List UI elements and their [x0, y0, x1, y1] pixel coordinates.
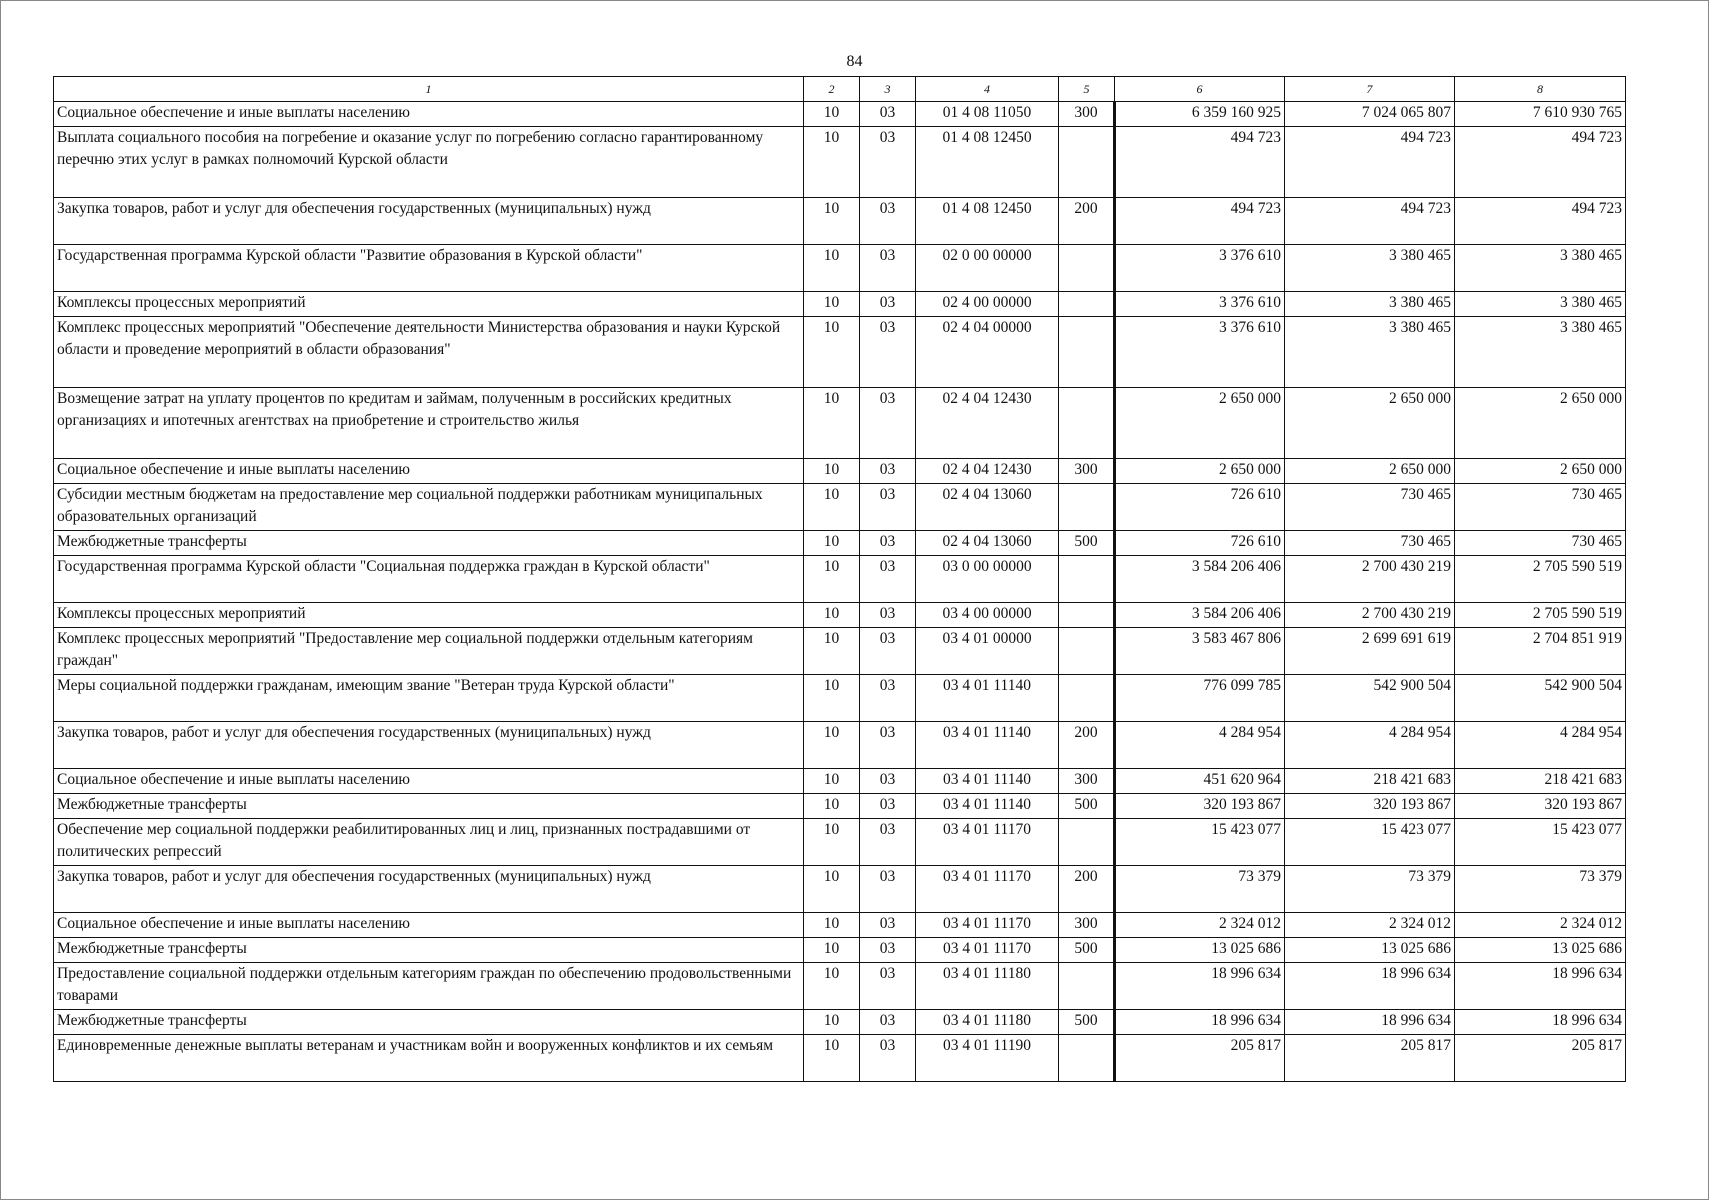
subsection-code-cell: 03	[860, 127, 916, 198]
amount-col7-cell: 13 025 686	[1285, 938, 1455, 963]
amount-col8-cell: 13 025 686	[1455, 938, 1626, 963]
target-item-code-cell: 03 4 01 11170	[916, 938, 1059, 963]
amount-col6-cell: 320 193 867	[1115, 794, 1285, 819]
amount-col7-cell: 2 699 691 619	[1285, 628, 1455, 675]
table-row	[54, 675, 1626, 722]
subsection-code-cell: 03	[860, 388, 916, 459]
expense-type-code-cell: 200	[1059, 866, 1115, 913]
amount-col6-cell: 3 584 206 406	[1115, 556, 1285, 603]
column-header: 3	[860, 77, 916, 102]
table-row	[54, 556, 1626, 603]
section-code-cell: 10	[804, 459, 860, 484]
target-item-code-cell: 02 4 04 00000	[916, 317, 1059, 388]
amount-col8-cell: 15 423 077	[1455, 819, 1626, 866]
expense-type-code-cell: 500	[1059, 938, 1115, 963]
subsection-code-cell: 03	[860, 963, 916, 1010]
amount-col8-cell: 218 421 683	[1455, 769, 1626, 794]
column-header: 2	[804, 77, 860, 102]
amount-col6-cell: 726 610	[1115, 484, 1285, 531]
amount-col6-cell: 776 099 785	[1115, 675, 1285, 722]
section-code-cell: 10	[804, 245, 860, 292]
target-item-code-cell: 03 4 01 11180	[916, 963, 1059, 1010]
item-name-cell: Возмещение затрат на уплату процентов по кредитам и займам, полученным в российских кредитных организациях и ипотечных агентствах на приобретение и строительство жилья	[54, 388, 804, 459]
amount-col6-cell: 2 650 000	[1115, 459, 1285, 484]
target-item-code-cell: 03 4 01 11140	[916, 675, 1059, 722]
subsection-code-cell: 03	[860, 722, 916, 769]
amount-col6-cell: 4 284 954	[1115, 722, 1285, 769]
target-item-code-cell: 01 4 08 12450	[916, 198, 1059, 245]
amount-col7-cell: 494 723	[1285, 127, 1455, 198]
subsection-code-cell: 03	[860, 794, 916, 819]
item-name-cell: Обеспечение мер социальной поддержки реабилитированных лиц и лиц, признанных пострадавшими от политических репрессий	[54, 819, 804, 866]
amount-col8-cell: 494 723	[1455, 127, 1626, 198]
amount-col7-cell: 15 423 077	[1285, 819, 1455, 866]
column-header: 5	[1059, 77, 1115, 102]
table-row	[54, 102, 1626, 127]
table-row	[54, 819, 1626, 866]
expense-type-code-cell: 300	[1059, 102, 1115, 127]
amount-col8-cell: 2 650 000	[1455, 388, 1626, 459]
amount-col7-cell: 205 817	[1285, 1035, 1455, 1082]
amount-col7-cell: 494 723	[1285, 198, 1455, 245]
page-number: 84	[846, 53, 863, 70]
target-item-code-cell: 03 4 01 00000	[916, 628, 1059, 675]
amount-col6-cell: 13 025 686	[1115, 938, 1285, 963]
section-code-cell: 10	[804, 531, 860, 556]
target-item-code-cell: 02 4 04 12430	[916, 459, 1059, 484]
amount-col7-cell: 3 380 465	[1285, 317, 1455, 388]
target-item-code-cell: 03 4 01 11170	[916, 819, 1059, 866]
subsection-code-cell: 03	[860, 556, 916, 603]
amount-col6-cell: 3 376 610	[1115, 317, 1285, 388]
expense-type-code-cell	[1059, 963, 1115, 1010]
amount-col7-cell: 2 324 012	[1285, 913, 1455, 938]
expense-type-code-cell	[1059, 317, 1115, 388]
item-name-cell: Социальное обеспечение и иные выплаты населению	[54, 913, 804, 938]
amount-col8-cell: 205 817	[1455, 1035, 1626, 1082]
target-item-code-cell: 03 4 01 11190	[916, 1035, 1059, 1082]
expense-type-code-cell: 500	[1059, 531, 1115, 556]
section-code-cell: 10	[804, 317, 860, 388]
expense-type-code-cell: 200	[1059, 198, 1115, 245]
item-name-cell: Межбюджетные трансферты	[54, 794, 804, 819]
section-code-cell: 10	[804, 819, 860, 866]
amount-col6-cell: 73 379	[1115, 866, 1285, 913]
item-name-cell: Социальное обеспечение и иные выплаты населению	[54, 102, 804, 127]
target-item-code-cell: 03 4 00 00000	[916, 603, 1059, 628]
amount-col8-cell: 3 380 465	[1455, 292, 1626, 317]
amount-col7-cell: 730 465	[1285, 531, 1455, 556]
amount-col7-cell: 320 193 867	[1285, 794, 1455, 819]
subsection-code-cell: 03	[860, 938, 916, 963]
expense-type-code-cell	[1059, 292, 1115, 317]
amount-col8-cell: 2 324 012	[1455, 913, 1626, 938]
expense-type-code-cell: 300	[1059, 769, 1115, 794]
target-item-code-cell: 03 4 01 11140	[916, 722, 1059, 769]
column-header: 8	[1455, 77, 1626, 102]
amount-col8-cell: 4 284 954	[1455, 722, 1626, 769]
expense-type-code-cell	[1059, 388, 1115, 459]
expense-type-code-cell: 200	[1059, 722, 1115, 769]
expense-type-code-cell: 500	[1059, 794, 1115, 819]
amount-col7-cell: 542 900 504	[1285, 675, 1455, 722]
table-row	[54, 963, 1626, 1010]
amount-col7-cell: 2 650 000	[1285, 459, 1455, 484]
item-name-cell: Комплексы процессных мероприятий	[54, 292, 804, 317]
subsection-code-cell: 03	[860, 1010, 916, 1035]
expense-type-code-cell: 500	[1059, 1010, 1115, 1035]
table-row	[54, 603, 1626, 628]
amount-col8-cell: 7 610 930 765	[1455, 102, 1626, 127]
expense-type-code-cell	[1059, 245, 1115, 292]
table-row	[54, 1010, 1626, 1035]
section-code-cell: 10	[804, 388, 860, 459]
section-code-cell: 10	[804, 794, 860, 819]
target-item-code-cell: 02 4 04 13060	[916, 531, 1059, 556]
table-row	[54, 769, 1626, 794]
table-row	[54, 459, 1626, 484]
table-row	[54, 531, 1626, 556]
item-name-cell: Закупка товаров, работ и услуг для обеспечения государственных (муниципальных) нужд	[54, 866, 804, 913]
item-name-cell: Межбюджетные трансферты	[54, 1010, 804, 1035]
amount-col8-cell: 18 996 634	[1455, 1010, 1626, 1035]
section-code-cell: 10	[804, 628, 860, 675]
item-name-cell: Межбюджетные трансферты	[54, 531, 804, 556]
table-row	[54, 722, 1626, 769]
column-header: 7	[1285, 77, 1455, 102]
section-code-cell: 10	[804, 938, 860, 963]
table-row	[54, 794, 1626, 819]
amount-col7-cell: 2 650 000	[1285, 388, 1455, 459]
item-name-cell: Социальное обеспечение и иные выплаты населению	[54, 769, 804, 794]
amount-col7-cell: 730 465	[1285, 484, 1455, 531]
amount-col7-cell: 73 379	[1285, 866, 1455, 913]
amount-col8-cell: 2 704 851 919	[1455, 628, 1626, 675]
subsection-code-cell: 03	[860, 292, 916, 317]
section-code-cell: 10	[804, 866, 860, 913]
amount-col6-cell: 3 584 206 406	[1115, 603, 1285, 628]
subsection-code-cell: 03	[860, 102, 916, 127]
expense-type-code-cell	[1059, 628, 1115, 675]
table-row	[54, 198, 1626, 245]
section-code-cell: 10	[804, 484, 860, 531]
item-name-cell: Комплекс процессных мероприятий "Предоставление мер социальной поддержки отдельным категориям граждан"	[54, 628, 804, 675]
table-row	[54, 484, 1626, 531]
target-item-code-cell: 03 4 01 11140	[916, 794, 1059, 819]
amount-col6-cell: 3 583 467 806	[1115, 628, 1285, 675]
amount-col6-cell: 494 723	[1115, 198, 1285, 245]
amount-col8-cell: 494 723	[1455, 198, 1626, 245]
amount-col6-cell: 3 376 610	[1115, 292, 1285, 317]
section-code-cell: 10	[804, 913, 860, 938]
target-item-code-cell: 03 4 01 11170	[916, 913, 1059, 938]
table-row	[54, 127, 1626, 198]
amount-col8-cell: 3 380 465	[1455, 317, 1626, 388]
target-item-code-cell: 02 4 04 13060	[916, 484, 1059, 531]
amount-col8-cell: 2 705 590 519	[1455, 556, 1626, 603]
amount-col6-cell: 205 817	[1115, 1035, 1285, 1082]
subsection-code-cell: 03	[860, 769, 916, 794]
amount-col6-cell: 451 620 964	[1115, 769, 1285, 794]
target-item-code-cell: 03 0 00 00000	[916, 556, 1059, 603]
subsection-code-cell: 03	[860, 198, 916, 245]
amount-col8-cell: 73 379	[1455, 866, 1626, 913]
table-row	[54, 628, 1626, 675]
target-item-code-cell: 03 4 01 11170	[916, 866, 1059, 913]
table-row	[54, 388, 1626, 459]
amount-col7-cell: 18 996 634	[1285, 963, 1455, 1010]
amount-col6-cell: 6 359 160 925	[1115, 102, 1285, 127]
expense-type-code-cell	[1059, 127, 1115, 198]
section-code-cell: 10	[804, 1035, 860, 1082]
expense-type-code-cell: 300	[1059, 459, 1115, 484]
amount-col6-cell: 726 610	[1115, 531, 1285, 556]
subsection-code-cell: 03	[860, 245, 916, 292]
amount-col7-cell: 7 024 065 807	[1285, 102, 1455, 127]
amount-col8-cell: 2 705 590 519	[1455, 603, 1626, 628]
section-code-cell: 10	[804, 675, 860, 722]
amount-col8-cell: 730 465	[1455, 531, 1626, 556]
target-item-code-cell: 01 4 08 12450	[916, 127, 1059, 198]
table-row	[54, 913, 1626, 938]
item-name-cell: Социальное обеспечение и иные выплаты населению	[54, 459, 804, 484]
amount-col8-cell: 18 996 634	[1455, 963, 1626, 1010]
expense-type-code-cell: 300	[1059, 913, 1115, 938]
amount-col7-cell: 2 700 430 219	[1285, 603, 1455, 628]
target-item-code-cell: 03 4 01 11180	[916, 1010, 1059, 1035]
target-item-code-cell: 02 4 00 00000	[916, 292, 1059, 317]
subsection-code-cell: 03	[860, 603, 916, 628]
item-name-cell: Выплата социального пособия на погребение и оказание услуг по погребению согласно гарантированному перечню этих услуг в рамках полномочий Курской области	[54, 127, 804, 198]
table-row	[54, 292, 1626, 317]
table-row	[54, 317, 1626, 388]
section-code-cell: 10	[804, 556, 860, 603]
amount-col8-cell: 542 900 504	[1455, 675, 1626, 722]
amount-col6-cell: 2 324 012	[1115, 913, 1285, 938]
amount-col7-cell: 18 996 634	[1285, 1010, 1455, 1035]
section-code-cell: 10	[804, 198, 860, 245]
table-row	[54, 245, 1626, 292]
amount-col8-cell: 2 650 000	[1455, 459, 1626, 484]
expense-type-code-cell	[1059, 556, 1115, 603]
budget-table	[53, 76, 1626, 1082]
target-item-code-cell: 02 0 00 00000	[916, 245, 1059, 292]
item-name-cell: Межбюджетные трансферты	[54, 938, 804, 963]
section-code-cell: 10	[804, 722, 860, 769]
amount-col8-cell: 320 193 867	[1455, 794, 1626, 819]
amount-col7-cell: 2 700 430 219	[1285, 556, 1455, 603]
table-row	[54, 866, 1626, 913]
amount-col6-cell: 15 423 077	[1115, 819, 1285, 866]
target-item-code-cell: 02 4 04 12430	[916, 388, 1059, 459]
column-header: 1	[54, 77, 804, 102]
item-name-cell: Государственная программа Курской области "Социальная поддержка граждан в Курской области"	[54, 556, 804, 603]
section-code-cell: 10	[804, 769, 860, 794]
item-name-cell: Государственная программа Курской области "Развитие образования в Курской области"	[54, 245, 804, 292]
subsection-code-cell: 03	[860, 317, 916, 388]
column-number-row	[54, 77, 1626, 102]
item-name-cell: Комплексы процессных мероприятий	[54, 603, 804, 628]
table-row	[54, 1035, 1626, 1082]
expense-type-code-cell	[1059, 484, 1115, 531]
section-code-cell: 10	[804, 102, 860, 127]
subsection-code-cell: 03	[860, 1035, 916, 1082]
item-name-cell: Субсидии местным бюджетам на предоставление мер социальной поддержки работникам муниципальных образовательных организаций	[54, 484, 804, 531]
amount-col6-cell: 18 996 634	[1115, 963, 1285, 1010]
amount-col6-cell: 2 650 000	[1115, 388, 1285, 459]
subsection-code-cell: 03	[860, 819, 916, 866]
item-name-cell: Меры социальной поддержки гражданам, имеющим звание "Ветеран труда Курской области"	[54, 675, 804, 722]
section-code-cell: 10	[804, 127, 860, 198]
item-name-cell: Закупка товаров, работ и услуг для обеспечения государственных (муниципальных) нужд	[54, 722, 804, 769]
amount-col7-cell: 4 284 954	[1285, 722, 1455, 769]
section-code-cell: 10	[804, 603, 860, 628]
expense-type-code-cell	[1059, 819, 1115, 866]
amount-col8-cell: 3 380 465	[1455, 245, 1626, 292]
amount-col8-cell: 730 465	[1455, 484, 1626, 531]
column-header: 6	[1115, 77, 1285, 102]
amount-col6-cell: 3 376 610	[1115, 245, 1285, 292]
target-item-code-cell: 01 4 08 11050	[916, 102, 1059, 127]
amount-col7-cell: 3 380 465	[1285, 292, 1455, 317]
subsection-code-cell: 03	[860, 459, 916, 484]
subsection-code-cell: 03	[860, 531, 916, 556]
section-code-cell: 10	[804, 963, 860, 1010]
expense-type-code-cell	[1059, 603, 1115, 628]
subsection-code-cell: 03	[860, 866, 916, 913]
subsection-code-cell: 03	[860, 913, 916, 938]
section-code-cell: 10	[804, 1010, 860, 1035]
subsection-code-cell: 03	[860, 675, 916, 722]
section-code-cell: 10	[804, 292, 860, 317]
amount-col7-cell: 218 421 683	[1285, 769, 1455, 794]
expense-type-code-cell	[1059, 675, 1115, 722]
column-header: 4	[916, 77, 1059, 102]
table-body	[54, 102, 1626, 1082]
expense-type-code-cell	[1059, 1035, 1115, 1082]
subsection-code-cell: 03	[860, 628, 916, 675]
target-item-code-cell: 03 4 01 11140	[916, 769, 1059, 794]
item-name-cell: Закупка товаров, работ и услуг для обеспечения государственных (муниципальных) нужд	[54, 198, 804, 245]
item-name-cell: Предоставление социальной поддержки отдельным категориям граждан по обеспечению продовольственными товарами	[54, 963, 804, 1010]
item-name-cell: Комплекс процессных мероприятий "Обеспечение деятельности Министерства образования и науки Курской области и проведение мероприятий в области образования"	[54, 317, 804, 388]
subsection-code-cell: 03	[860, 484, 916, 531]
amount-col6-cell: 494 723	[1115, 127, 1285, 198]
amount-col6-cell: 18 996 634	[1115, 1010, 1285, 1035]
table-row	[54, 938, 1626, 963]
item-name-cell: Единовременные денежные выплаты ветеранам и участникам войн и вооруженных конфликтов и их семьям	[54, 1035, 804, 1082]
amount-col7-cell: 3 380 465	[1285, 245, 1455, 292]
